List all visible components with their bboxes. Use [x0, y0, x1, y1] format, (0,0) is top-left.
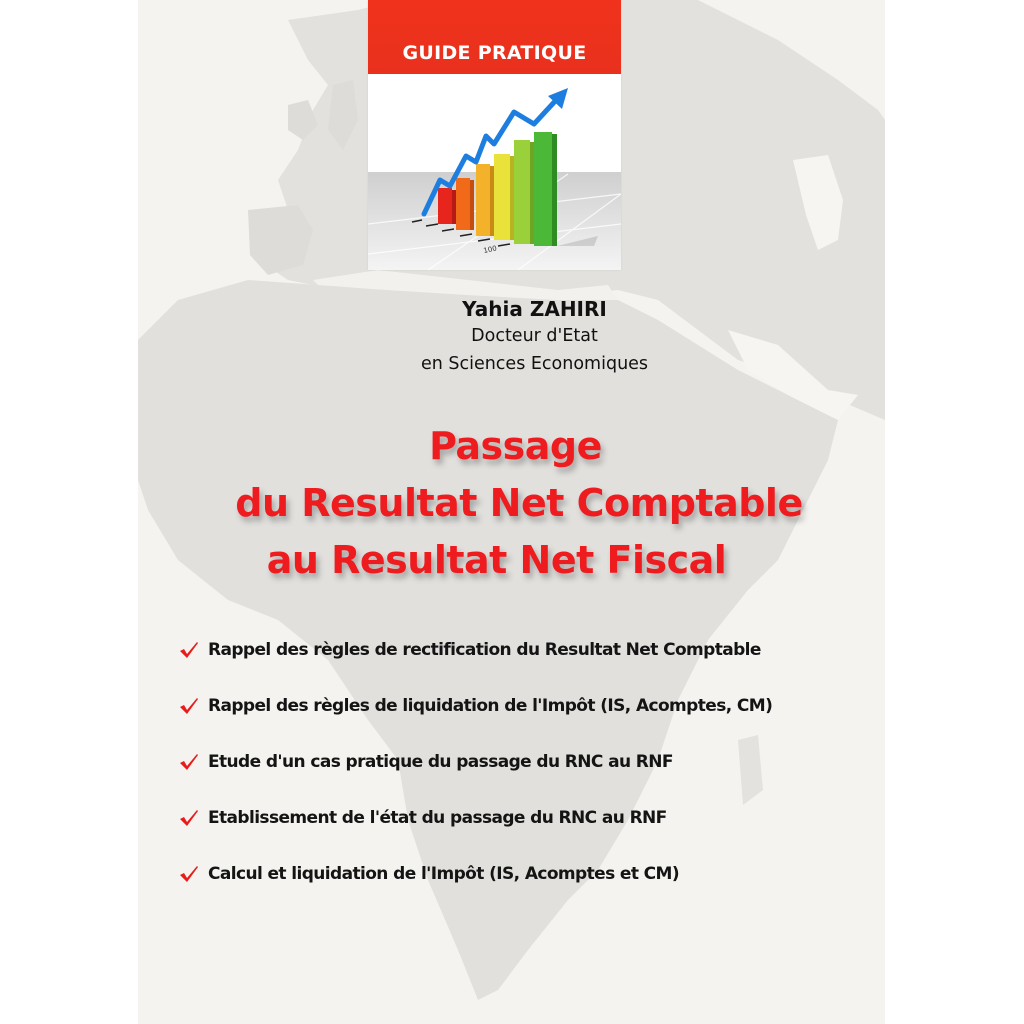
- topic-item: [178, 790, 878, 846]
- check-icon: [178, 696, 200, 716]
- title-line-3: au Resultat Net Fiscal: [266, 538, 727, 582]
- svg-text:100: 100: [482, 244, 498, 255]
- author-name: Yahia ZAHIRI: [462, 297, 607, 321]
- topic-item: [178, 622, 878, 678]
- check-icon: [178, 864, 200, 884]
- topic-text: Calcul et liquidation de l'Impôt (IS, Acomptes et CM): [208, 864, 680, 884]
- topic-item: [178, 734, 878, 790]
- author-title-line1: Docteur d'Etat: [471, 326, 598, 346]
- guide-banner: [368, 0, 621, 74]
- topic-item: [178, 678, 878, 734]
- growth-chart-illustration: [368, 74, 621, 270]
- author-title-line2: en Sciences Economiques: [420, 354, 649, 374]
- topic-text: Etude d'un cas pratique du passage du RNC au RNF: [208, 752, 673, 772]
- topic-text: Etablissement de l'état du passage du RNC au RNF: [208, 808, 667, 828]
- title-line-1: Passage: [429, 424, 602, 468]
- guide-banner-label: GUIDE PRATIQUE: [402, 42, 587, 64]
- topics-list: [178, 622, 878, 902]
- check-icon: [178, 752, 200, 772]
- guide-card: [368, 0, 621, 270]
- check-icon: [178, 808, 200, 828]
- topic-item: [178, 846, 878, 902]
- book-title: [138, 418, 885, 589]
- check-icon: [178, 640, 200, 660]
- book-cover: [138, 0, 885, 1024]
- title-line-2: du Resultat Net Comptable: [235, 481, 803, 525]
- topic-text: Rappel des règles de liquidation de l'Impôt (IS, Acomptes, CM): [208, 696, 773, 716]
- author-block: [138, 296, 885, 378]
- topic-text: Rappel des règles de rectification du Resultat Net Comptable: [208, 640, 761, 660]
